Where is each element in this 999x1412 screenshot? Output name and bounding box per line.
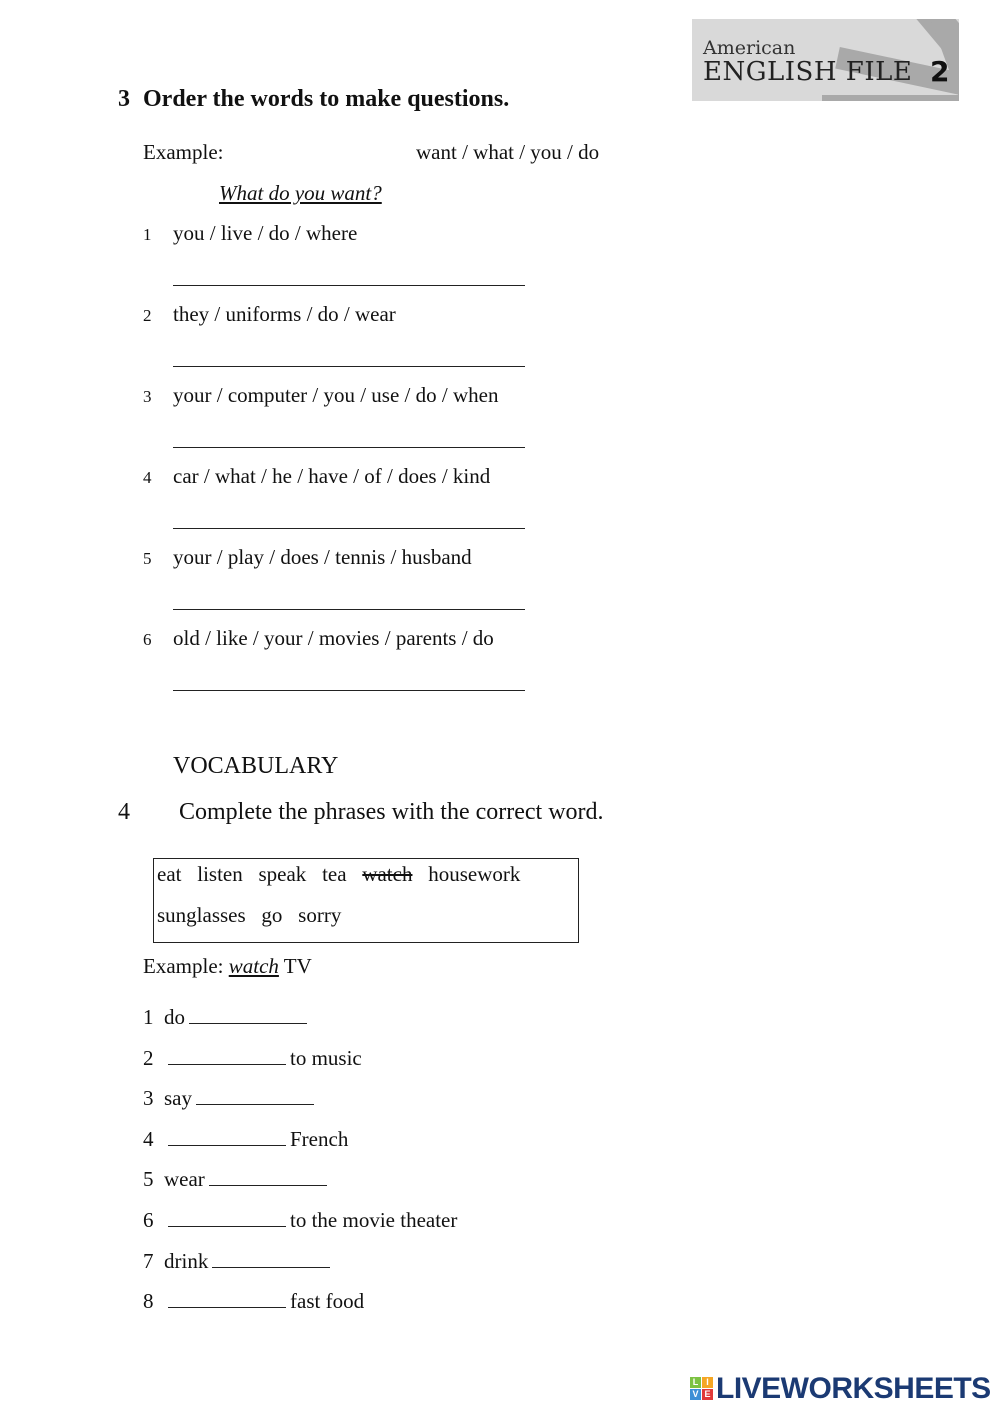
item-words: they / uniforms / do / wear bbox=[173, 302, 396, 326]
phrase-before: do bbox=[164, 1005, 185, 1029]
item-words: your / computer / you / use / do / when bbox=[173, 383, 499, 407]
item-number: 2 bbox=[143, 1045, 154, 1070]
example-answer: watch bbox=[228, 954, 279, 978]
word-option: tea bbox=[322, 862, 347, 886]
word-option: speak bbox=[258, 862, 307, 886]
answer-input[interactable] bbox=[168, 1287, 286, 1308]
item-number: 1 bbox=[143, 225, 152, 244]
answer-input[interactable] bbox=[196, 1084, 314, 1105]
word-option: housework bbox=[428, 862, 521, 886]
word-option: sorry bbox=[298, 903, 342, 927]
item-words: old / like / your / movies / parents / do bbox=[173, 626, 494, 650]
phrase-before: drink bbox=[164, 1248, 209, 1273]
item-words: your / play / does / tennis / husband bbox=[173, 545, 472, 569]
word-option: go bbox=[261, 903, 283, 927]
american-english-file-logo bbox=[692, 19, 959, 101]
answer-input[interactable] bbox=[173, 425, 525, 448]
item-number: 3 bbox=[143, 387, 152, 406]
item-number: 3 bbox=[143, 1086, 154, 1111]
section3-number: 3 bbox=[118, 86, 130, 112]
item-number: 7 bbox=[143, 1248, 154, 1273]
answer-input[interactable] bbox=[189, 1003, 307, 1024]
phrase-item bbox=[143, 1165, 331, 1192]
item-number: 4 bbox=[143, 1126, 154, 1151]
phrase-item bbox=[143, 1044, 362, 1071]
section4-title: Complete the phrases with the correct word. bbox=[179, 799, 604, 825]
item-words: car / what / he / have / of / does / kind bbox=[173, 464, 491, 488]
item-number: 2 bbox=[143, 306, 152, 325]
live-badge-icon bbox=[690, 1377, 714, 1401]
example-label: Example: bbox=[143, 954, 224, 978]
phrase-item bbox=[143, 1206, 457, 1233]
phrase-after: French bbox=[290, 1126, 349, 1151]
answer-input[interactable] bbox=[173, 263, 525, 286]
word-option-crossed: watch bbox=[362, 862, 413, 886]
example-words: want / what / you / do bbox=[416, 140, 600, 164]
phrase-after: to the movie theater bbox=[290, 1208, 458, 1232]
item-number: 1 bbox=[143, 1005, 154, 1029]
logo-number: 2 bbox=[930, 55, 950, 88]
answer-input[interactable] bbox=[173, 668, 525, 691]
logo-line1: American bbox=[703, 37, 796, 59]
phrase-item bbox=[143, 1084, 318, 1111]
word-option: sunglasses bbox=[157, 903, 246, 927]
phrase-after: to music bbox=[290, 1045, 362, 1070]
phrase-item bbox=[143, 1287, 364, 1314]
item-number: 4 bbox=[143, 468, 152, 487]
liveworksheets-logo bbox=[690, 1372, 991, 1406]
answer-input[interactable] bbox=[173, 506, 525, 529]
section3-title: Order the words to make questions. bbox=[143, 86, 510, 112]
phrase-before: say bbox=[164, 1086, 192, 1111]
badge-letter: E bbox=[702, 1389, 713, 1400]
answer-input[interactable] bbox=[212, 1247, 330, 1268]
answer-input[interactable] bbox=[173, 344, 525, 367]
example-rest: TV bbox=[283, 954, 312, 978]
answer-input[interactable] bbox=[209, 1165, 327, 1186]
phrase-item bbox=[143, 1003, 311, 1030]
item-number: 5 bbox=[143, 1167, 154, 1192]
example-label: Example: bbox=[143, 140, 224, 164]
word-option: eat bbox=[157, 862, 182, 886]
phrase-item bbox=[143, 1247, 334, 1274]
item-number: 6 bbox=[143, 630, 152, 649]
item-words: you / live / do / where bbox=[173, 221, 358, 245]
item-number: 5 bbox=[143, 549, 152, 568]
answer-input[interactable] bbox=[173, 587, 525, 610]
badge-letter: V bbox=[690, 1389, 701, 1400]
word-option: listen bbox=[197, 862, 243, 886]
section4-number: 4 bbox=[118, 799, 130, 825]
brand-text: LIVEWORKSHEETS bbox=[716, 1372, 991, 1405]
word-box bbox=[153, 858, 579, 943]
answer-input[interactable] bbox=[168, 1044, 286, 1065]
answer-input[interactable] bbox=[168, 1206, 286, 1227]
item-number: 8 bbox=[143, 1289, 154, 1314]
phrase-after: fast food bbox=[290, 1289, 365, 1314]
vocabulary-heading: VOCABULARY bbox=[173, 753, 339, 779]
logo-line2: ENGLISH FILE bbox=[703, 57, 913, 87]
phrase-before: wear bbox=[164, 1167, 205, 1192]
badge-letter: L bbox=[690, 1377, 701, 1388]
answer-input[interactable] bbox=[168, 1125, 286, 1146]
item-number: 6 bbox=[143, 1208, 154, 1232]
badge-letter: I bbox=[702, 1377, 713, 1388]
vocab-example bbox=[143, 954, 312, 979]
phrase-item bbox=[143, 1125, 348, 1152]
example-answer: What do you want? bbox=[219, 181, 382, 205]
